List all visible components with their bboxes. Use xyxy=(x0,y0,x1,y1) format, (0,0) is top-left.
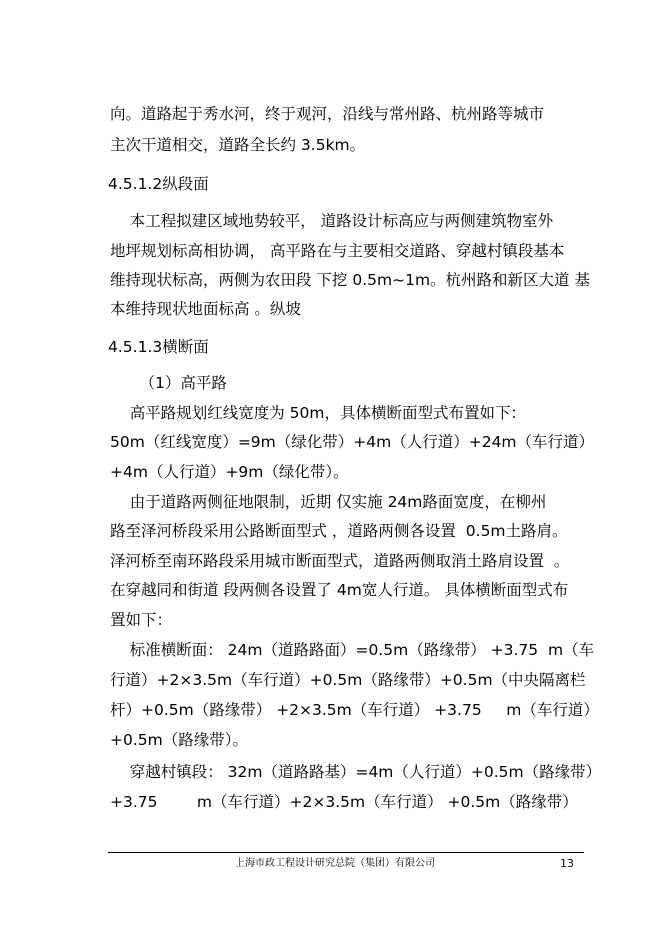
body-text-line: 维持现状标高，两侧为农田段 下挖 0.5m~1m。杭州路和新区大道 基 xyxy=(110,271,590,289)
body-text-line: 地坪规划标高相协调， 高平路在与主要相交道路、穿越村镇段基本 xyxy=(110,242,565,260)
body-text-line: 杆）+0.5m（路缘带） +2×3.5m（车行道） +3.75 m（车行道） xyxy=(110,701,599,719)
subsection-heading: （1）高平路 xyxy=(110,374,227,392)
body-text-line: 路至泽河桥段采用公路断面型式 ，道路两侧各设置 0.5m土路肩。 xyxy=(110,522,568,540)
body-text-line: 在穿越同和街道 段两侧各设置了 4m宽人行道。 具体横断面型式布 xyxy=(110,581,569,599)
body-text-line: 主次干道相交，道路全长约 3.5km。 xyxy=(110,136,366,154)
body-text-line: 由于道路两侧征地限制，近期 仅实施 24m路面宽度，在柳州 xyxy=(110,493,547,511)
body-text-line: 标准横断面： 24m（道路路面）=0.5m（路缘带） +3.75 m（车 xyxy=(110,641,595,659)
section-heading: 4.5.1.3横断面 xyxy=(108,338,209,356)
body-text-line: 50m（红线宽度）=9m（绿化带）+4m（人行道）+24m（车行道） xyxy=(110,433,595,451)
body-text-line: +3.75 m（车行道）+2×3.5m（车行道） +0.5m（路缘带） xyxy=(110,793,578,811)
footer-divider xyxy=(108,852,584,853)
section-heading: 4.5.1.2纵段面 xyxy=(108,175,209,193)
page-number: 13 xyxy=(560,857,574,870)
footer-company-name: 上海市政工程设计研究总院（集团）有限公司 xyxy=(235,858,435,869)
body-text-line: 本维持现状地面标高 。纵坡 xyxy=(110,300,301,318)
body-text-line: 行道）+2×3.5m（车行道）+0.5m（路缘带）+0.5m（中央隔离栏 xyxy=(110,671,586,689)
body-text-line: 置如下： xyxy=(110,611,173,629)
body-text-line: +0.5m（路缘带）。 xyxy=(110,731,248,749)
body-text-line: 向。道路起于秀水河，终于观河，沿线与常州路、杭州路等城市 xyxy=(110,105,545,123)
body-text-line: 高平路规划红线宽度为 50m，具体横断面型式布置如下： xyxy=(110,404,526,422)
body-text-line: +4m（人行道）+9m（绿化带）。 xyxy=(110,463,349,481)
body-text-line: 本工程拟建区域地势较平， 道路设计标高应与两侧建筑物室外 xyxy=(110,212,554,230)
body-text-line: 泽河桥至南环路段采用城市断面型式，道路两侧取消土路肩设置 。 xyxy=(110,552,570,570)
body-text-line: 穿越村镇段： 32m（道路路基）=4m（人行道）+0.5m（路缘带） xyxy=(110,763,602,781)
